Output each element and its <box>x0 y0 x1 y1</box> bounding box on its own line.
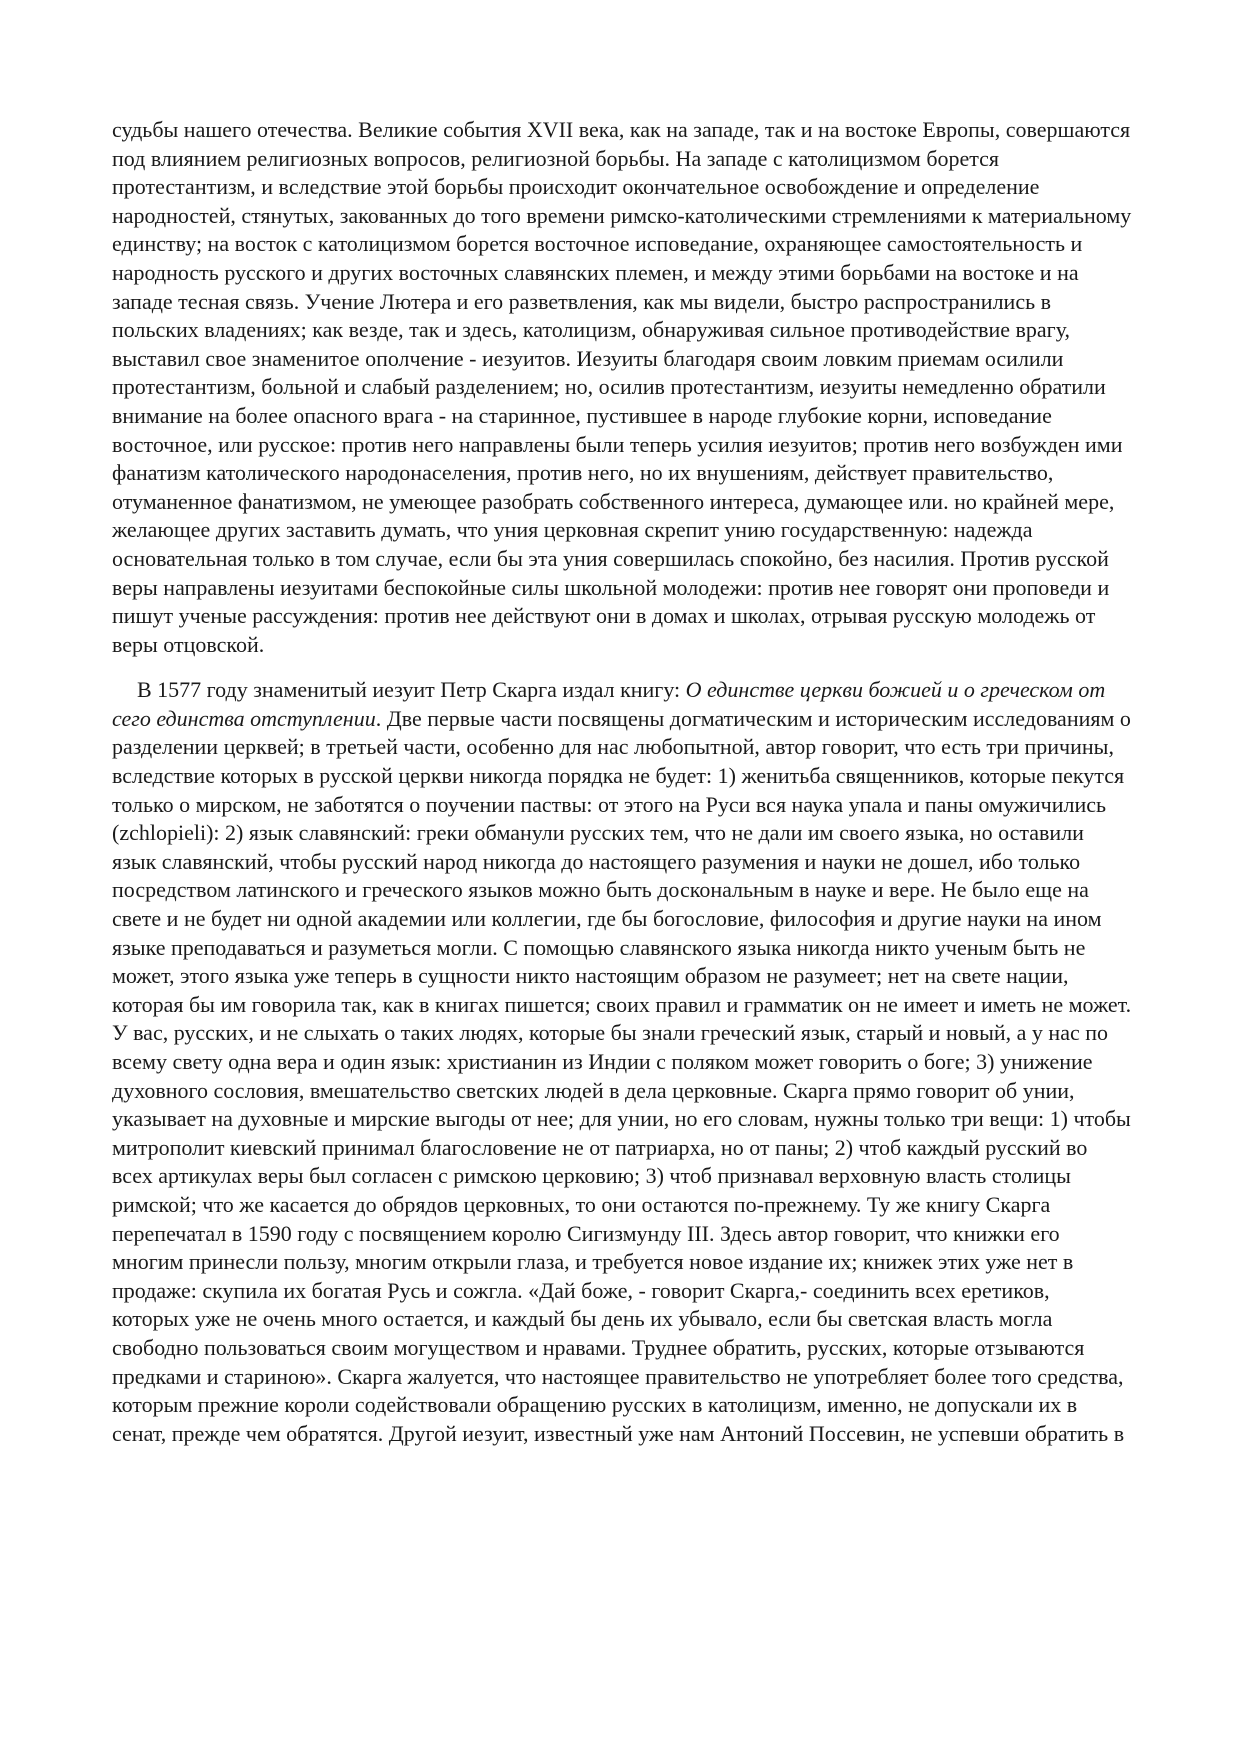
document-page <box>112 116 1132 1448</box>
paragraph-1: судьбы нашего отечества. Великие события XVII века, как на западе, так и на востоке Европы, совершаются под влиянием религиозных вопросов, религиозной борьбы. На западе с католицизмом борется протестантизм, и вследствие этой борьбы происходит окончательное освобождение и определение народностей, стянутых, закованных до того времени римско-католическими стремлениями к материальному единству; на восток с католицизмом борется восточное исповедание, охраняющее самостоятельность и народность русского и других восточных славянских племен, и между этими борьбами на востоке и на западе тесная связь. Учение Лютера и его разветвления, как мы видели, быстро распространились в польских владениях; как везде, так и здесь, католицизм, обнаруживая сильное противодействие врагу, выставил свое знаменитое ополчение - иезуитов. Иезуиты благодаря своим ловким приемам осилили протестантизм, больной и слабый разделением; но, осилив протестантизм, иезуиты немедленно обратили внимание на более опасного врага - на старинное, пустившее в народе глубокие корни, исповедание восточное, или русское: против него направлены были теперь усилия иезуитов; против него возбужден ими фанатизм католического народонаселения, против него, но их внушениям, действует правительство, отуманенное фанатизмом, не умеющее разобрать собственного интереса, думающее или. но крайней мере, желающее других заставить думать, что уния церковная скрепит унию государственную: надежда основательная только в том случае, если бы эта уния совершилась спокойно, без насилия. Против русской веры направлены иезуитами беспокойные силы школьной молодежи: против нее говорят они проповеди и пишут ученые рассуждения: против нее действуют они в домах и школах, отрывая русскую молодежь от веры отцовской. <box>112 117 1132 657</box>
paragraph-2-rest: . Две первые части посвящены догматическим и историческим исследованиям о разделении церквей; в третьей части, особенно для нас любопытной, автор говорит, что есть три причины, вследствие которых в русской церкви никогда порядка не будет: 1) женитьба священников, которые пекутся только о мирском, не заботятся о поучении паствы: от этого на Руси вся наука упала и паны омужичились (zchlopieli): 2) язык славянский: греки обманули русских тем, что не дали им своего языка, но оставили язык славянский, чтобы русский народ никогда до настоящего разумения и науки не дошел, ибо только посредством латинского и греческого языков можно быть доскональным в науке и вере. Не было еще на свете и не будет ни одной академии или коллегии, где бы богословие, философия и другие науки на ином языке преподаваться и разуметься могли. С помощью славянского языка никогда никто ученым быть не может, этого языка уже теперь в сущности никто настоящим образом не разумеет; нет на свете нации, которая бы им говорила так, как в книгах пишется; своих правил и грамматик он не имеет и иметь не может. У вас, русских, и не слыхать о таких людях, которые бы знали греческий язык, старый и новый, а у нас по всему свету одна вера и один язык: христианин из Индии с поляком может говорить о боге; 3) унижение духовного сословия, вмешательство светских людей в дела церковные. Скарга прямо говорит об унии, указывает на духовные и мирские выгоды от нее; для унии, но его словам, нужны только три вещи: 1) чтобы митрополит киевский принимал благословение не от патриарха, но от паны; 2) чтоб каждый русский во всех артикулах веры был согласен с римскою церковию; 3) чтоб признавал верховную власть столицы римской; что же касается до обрядов церковных, то они остаются по-прежнему. Ту же книгу Скарга перепечатал в 1590 году с посвящением королю Сигизмунду III. Здесь автор говорит, что книжки его многим принесли пользу, многим открыли глаза, и требуется новое издание их; книжек этих уже нет в продаже: скупила их богатая Русь и сожгла. «Дай боже, - говорит Скарга,- соединить всех еретиков, которых уже не очень много остается, и каждый бы день их убывало, если бы светская власть могла свободно пользоваться своим могуществом и нравами. Труднее обратить, русских, которые отзываются предками и стариною». Скарга жалуется, что настоящее правительство не употребляет более того средства, которым прежние короли содействовали обращению русских в католицизм, именно, не допускали их в сенат, прежде чем обратятся. Другой иезуит, известный уже нам Антоний Поссевин, не успевши обратить в <box>112 705 1132 1446</box>
paragraph-2-lead: В 1577 году знаменитый иезуит Петр Скарга издал книгу: <box>137 677 686 703</box>
book-title: О единстве церкви божией и о греческом от сего единства отступлении <box>112 677 1106 731</box>
paragraph-2 <box>112 676 1132 1448</box>
